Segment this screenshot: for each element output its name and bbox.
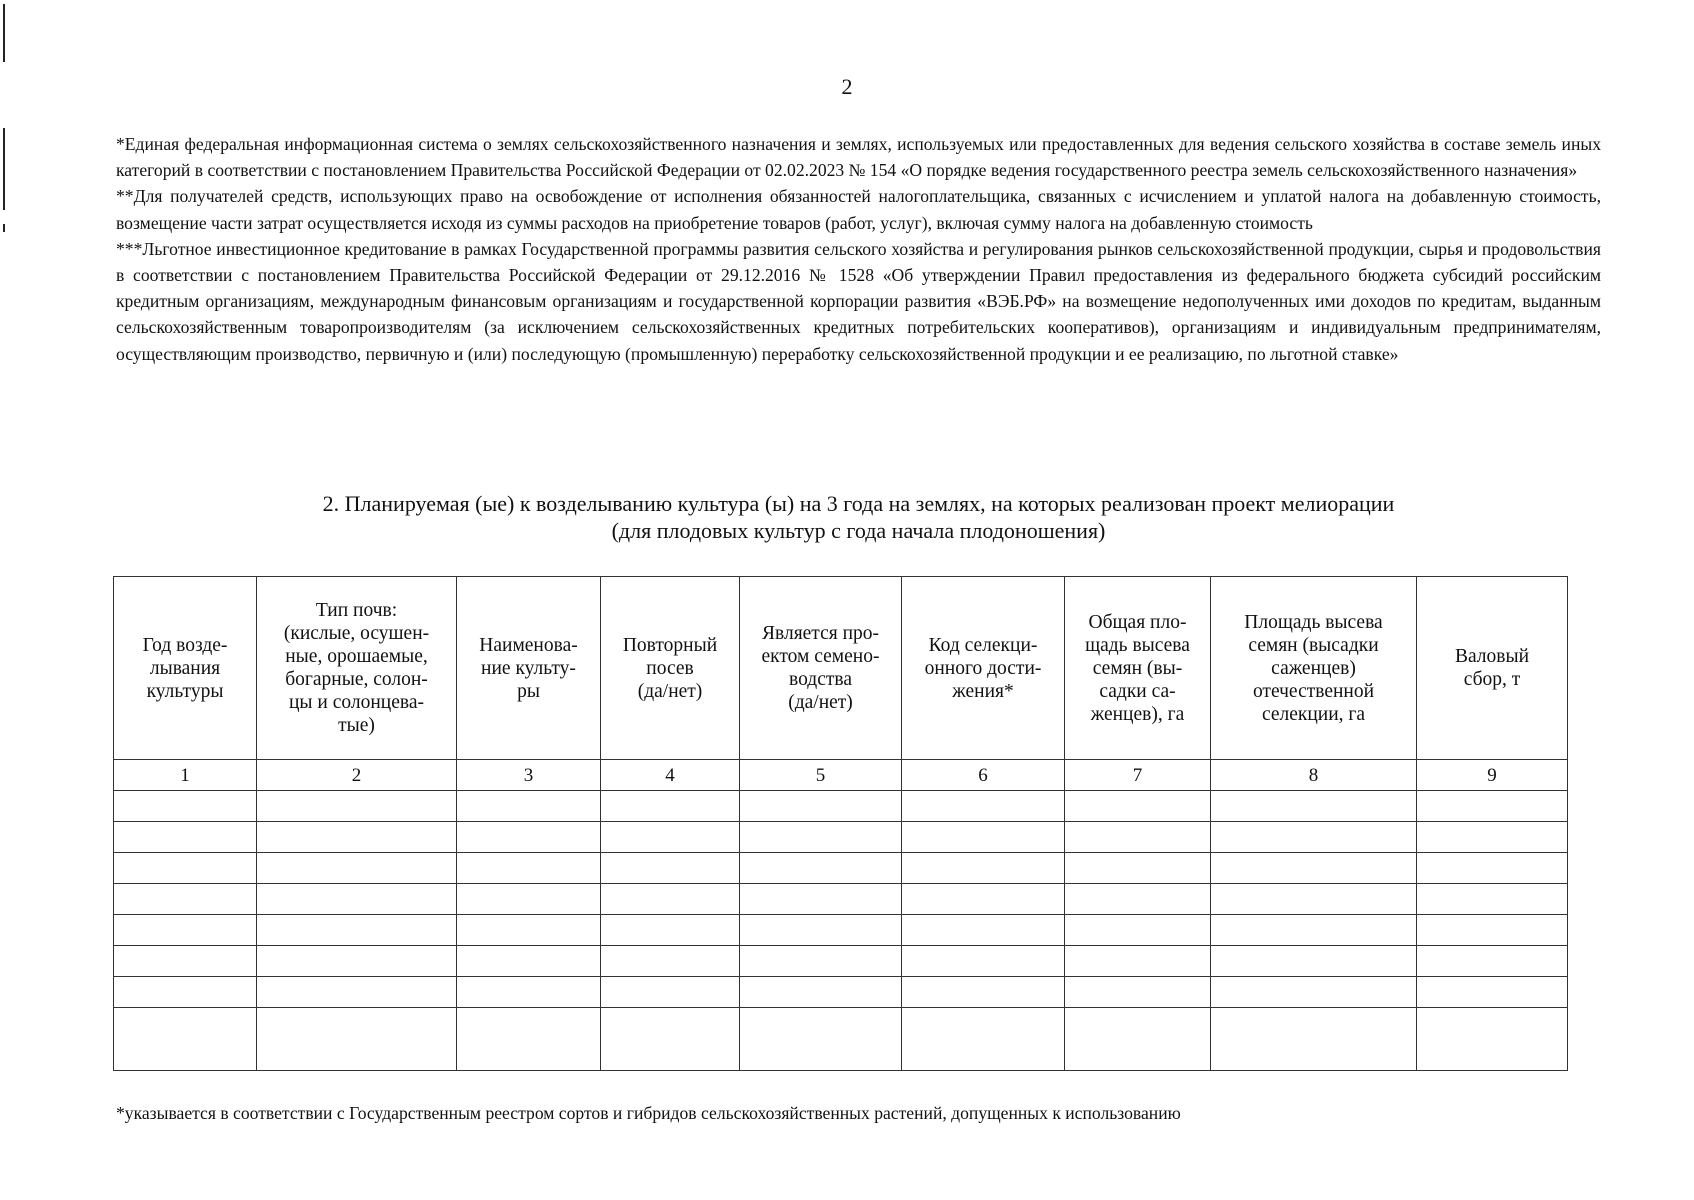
table-cell[interactable] [114, 884, 257, 915]
table-cell[interactable] [257, 884, 457, 915]
column-header-9: Валовый сбор, т [1417, 577, 1568, 760]
table-cell[interactable] [114, 977, 257, 1008]
column-number-row [114, 760, 1568, 791]
table-footnote: *указывается в соответствии с Государственным реестром сортов и гибридов сельскохозяйственных растений, допущенных к использованию [116, 1103, 1181, 1123]
table-cell[interactable] [257, 853, 457, 884]
table-cell[interactable] [457, 977, 601, 1008]
column-number-cell: 5 [740, 760, 902, 791]
table-cell[interactable] [114, 822, 257, 853]
table-cell[interactable] [257, 1008, 457, 1071]
table-row [114, 791, 1568, 822]
column-header-4: Повторный посев (да/нет) [601, 577, 740, 760]
column-number-cell: 2 [257, 760, 457, 791]
table-cell[interactable] [257, 946, 457, 977]
scan-edge-mark [3, 128, 5, 210]
table-cell[interactable] [1417, 977, 1568, 1008]
table-row [114, 946, 1568, 977]
table-cell[interactable] [740, 853, 902, 884]
table-cell[interactable] [457, 1008, 601, 1071]
table-cell[interactable] [740, 946, 902, 977]
table-cell[interactable] [257, 822, 457, 853]
table-cell[interactable] [114, 915, 257, 946]
footnote-1: *Единая федеральная информационная система о землях сельскохозяйственного назначения и землях, используемых или предоставленных для ведения сельского хозяйства в составе земель иных категорий в соответствии с постановлением Правительства Российской Федерации от 02.02.2023 № 154 «О порядке ведения государственного реестра земель сельскохозяйственного назначения» [116, 134, 1601, 181]
table-row [114, 822, 1568, 853]
table-cell[interactable] [902, 853, 1065, 884]
table-cell[interactable] [257, 977, 457, 1008]
table-cell[interactable] [601, 791, 740, 822]
table-cell[interactable] [1417, 853, 1568, 884]
table-cell[interactable] [1065, 822, 1211, 853]
table-cell[interactable] [1417, 884, 1568, 915]
column-number-cell: 8 [1211, 760, 1417, 791]
table-row [114, 977, 1568, 1008]
table-cell[interactable] [257, 915, 457, 946]
table-cell[interactable] [1211, 822, 1417, 853]
table-cell[interactable] [1065, 884, 1211, 915]
column-number-cell: 3 [457, 760, 601, 791]
table-cell[interactable] [1065, 915, 1211, 946]
column-number-cell: 7 [1065, 760, 1211, 791]
table-cell[interactable] [740, 915, 902, 946]
table-cell[interactable] [740, 1008, 902, 1071]
table-cell[interactable] [601, 946, 740, 977]
table-cell[interactable] [902, 822, 1065, 853]
table-cell[interactable] [457, 884, 601, 915]
table-cell[interactable] [1065, 1008, 1211, 1071]
table-row [114, 884, 1568, 915]
column-number-cell: 4 [601, 760, 740, 791]
page-number: 2 [841, 74, 853, 99]
column-header-6: Код селекци- онного дости- жения* [902, 577, 1065, 760]
table-cell[interactable] [1211, 853, 1417, 884]
table-cell[interactable] [1065, 791, 1211, 822]
table-cell[interactable] [1211, 915, 1417, 946]
table-cell[interactable] [1211, 791, 1417, 822]
table-cell[interactable] [457, 946, 601, 977]
table-cell[interactable] [601, 822, 740, 853]
table-cell[interactable] [1211, 977, 1417, 1008]
table-cell[interactable] [257, 791, 457, 822]
scan-edge-mark [3, 224, 5, 232]
table-cell[interactable] [902, 791, 1065, 822]
table-cell[interactable] [114, 1008, 257, 1071]
column-number-cell: 1 [114, 760, 257, 791]
table-cell[interactable] [457, 915, 601, 946]
table-row [114, 853, 1568, 884]
table-cell[interactable] [1211, 884, 1417, 915]
table-cell[interactable] [1417, 915, 1568, 946]
table-cell[interactable] [601, 977, 740, 1008]
table-cell[interactable] [457, 853, 601, 884]
scan-edge-mark [3, 4, 5, 62]
footnote-3: ***Льготное инвестиционное кредитование в рамках Государственной программы развития сельского хозяйства и регулирования рынков сельскохозяйственной продукции, сырья и продовольствия в соответствии с постановлением Правительства Российской Федерации от 29.12.2016 № 1528 «Об утверждении Правил предоставления из федерального бюджета субсидий российским кредитным организациям, международным финансовым организациям и государственной корпорации развития «ВЭБ.РФ» на возмещение недополученных ими доходов по кредитам, выданным сельскохозяйственным товаропроизводителям (за исключением сельскохозяйственных кредитных потребительских кооперативов), организациям и индивидуальным предпринимателям, осуществляющим производство, первичную и (или) последующую (промышленную) переработку сельскохозяйственной продукции и ее реализацию, по льготной ставке» [116, 238, 1601, 364]
table-cell[interactable] [114, 791, 257, 822]
table-cell[interactable] [114, 853, 257, 884]
table-cell[interactable] [1065, 977, 1211, 1008]
table-cell[interactable] [601, 853, 740, 884]
section-title-line-1: 2. Планируемая (ые) к возделыванию культура (ы) на 3 года на землях, на которых реализован проект мелиорации [322, 491, 1395, 516]
table-cell[interactable] [601, 915, 740, 946]
section-title [116, 490, 1601, 544]
table-cell[interactable] [1065, 946, 1211, 977]
table-cell[interactable] [601, 1008, 740, 1071]
table-cell[interactable] [1417, 1008, 1568, 1071]
section-title-line-2: (для плодовых культур с года начала плодоношения) [611, 518, 1106, 543]
table-cell[interactable] [1417, 946, 1568, 977]
table-cell[interactable] [457, 822, 601, 853]
table-cell[interactable] [902, 977, 1065, 1008]
table-header-row [114, 577, 1568, 760]
table-cell[interactable] [740, 791, 902, 822]
footnotes [116, 131, 1601, 367]
table-cell[interactable] [902, 915, 1065, 946]
table-cell[interactable] [740, 822, 902, 853]
column-header-2: Тип почв: (кислые, осушен- ные, орошаемые, богарные, солон- цы и солонцева- тые) [257, 577, 457, 760]
table-cell[interactable] [1211, 946, 1417, 977]
column-number-cell: 6 [902, 760, 1065, 791]
footnote-2: **Для получателей средств, использующих право на освобождение от исполнения обязанностей налогоплательщика, связанных с исчислением и уплатой налога на добавленную стоимость, возмещение части затрат осуществляется исходя из суммы расходов на приобретение товаров (работ, услуг), включая сумму налога на добавленную стоимость [116, 186, 1601, 233]
table-cell[interactable] [902, 946, 1065, 977]
table-row [114, 1008, 1568, 1071]
table-cell[interactable] [1417, 791, 1568, 822]
table-cell[interactable] [1211, 1008, 1417, 1071]
table-cell[interactable] [1065, 853, 1211, 884]
table-row [114, 915, 1568, 946]
column-header-3: Наименова- ние культу- ры [457, 577, 601, 760]
table-cell[interactable] [902, 884, 1065, 915]
table-cell[interactable] [902, 1008, 1065, 1071]
table-cell[interactable] [740, 977, 902, 1008]
table-cell[interactable] [1417, 822, 1568, 853]
table-cell[interactable] [457, 791, 601, 822]
column-header-7: Общая пло- щадь высева семян (вы- садки са- женцев), га [1065, 577, 1211, 760]
planned-crops-table [113, 576, 1568, 1071]
column-header-1: Год возде- лывания культуры [114, 577, 257, 760]
column-header-5: Является про- ектом семено- водства (да/нет) [740, 577, 902, 760]
column-number-cell: 9 [1417, 760, 1568, 791]
column-header-8: Площадь высева семян (высадки саженцев) отечественной селекции, га [1211, 577, 1417, 760]
table-cell[interactable] [740, 884, 902, 915]
table-cell[interactable] [601, 884, 740, 915]
table-cell[interactable] [114, 946, 257, 977]
